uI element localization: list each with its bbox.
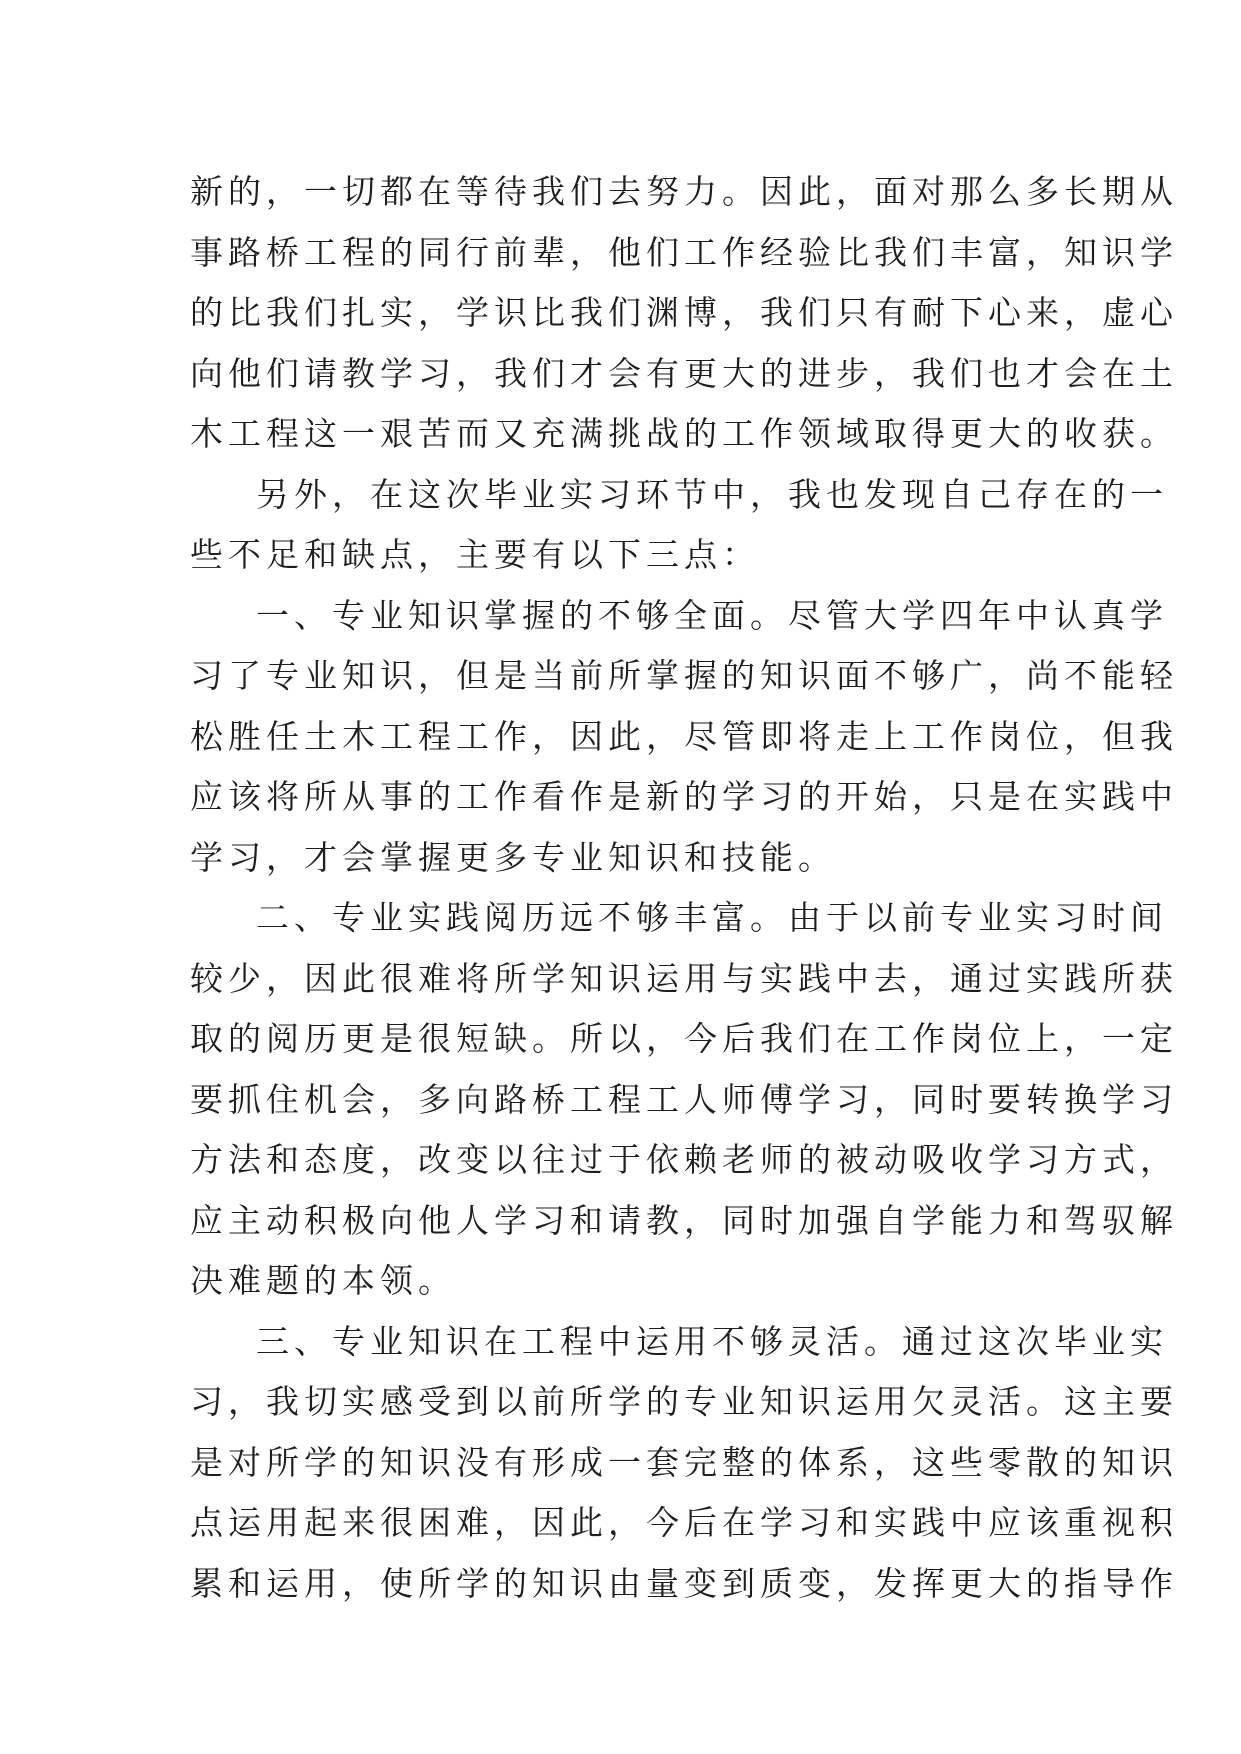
text-line: 较少，因此很难将所学知识运用与实践中去，通过实践所获 — [190, 958, 1178, 998]
text-line: 事路桥工程的同行前辈，他们工作经验比我们丰富，知识学 — [190, 232, 1178, 272]
text-line: 累和运用，使所学的知识由量变到质变，发挥更大的指导作 — [190, 1563, 1178, 1603]
text-line: 决难题的本领。 — [190, 1261, 456, 1300]
text-line: 习，我切实感受到以前所学的专业知识运用欠灵活。这主要 — [190, 1382, 1178, 1421]
text-line: 松胜任土木工程工作，因此，尽管即将走上工作岗位，但我 — [190, 716, 1178, 756]
text-line: 点运用起来很困难，因此，今后在学习和实践中应该重视积 — [190, 1503, 1178, 1542]
text-line: 三、专业知识在工程中运用不够灵活。通过这次毕业实 — [256, 1321, 1168, 1361]
text-line: 一、专业知识掌握的不够全面。尽管大学四年中认真学 — [256, 595, 1168, 635]
text-line: 的比我们扎实，学识比我们渊博，我们只有耐下心来，虚心 — [190, 293, 1178, 332]
text-line: 应该将所从事的工作看作是新的学习的开始，只是在实践中 — [190, 777, 1178, 816]
text-line: 学习，才会掌握更多专业知识和技能。 — [190, 837, 836, 877]
text-line: 方法和态度，改变以往过于依赖老师的被动吸收学习方式， — [190, 1140, 1178, 1179]
body-text — [190, 162, 1178, 1614]
text-line: 另外，在这次毕业实习环节中，我也发现自己存在的一 — [256, 474, 1168, 514]
paragraph-3 — [190, 586, 1178, 889]
text-line: 向他们请教学习，我们才会有更大的进步，我们也才会在土 — [190, 353, 1178, 393]
text-line: 是对所学的知识没有形成一套完整的体系，这些零散的知识 — [190, 1442, 1178, 1482]
text-line: 新的，一切都在等待我们去努力。因此，面对那么多长期从 — [190, 172, 1178, 211]
text-line: 应主动积极向他人学习和请教，同时加强自学能力和驾驭解 — [190, 1200, 1178, 1240]
text-line: 木工程这一艰苦而又充满挑战的工作领域取得更大的收获。 — [190, 414, 1178, 453]
text-line: 些不足和缺点，主要有以下三点： — [190, 535, 760, 574]
paragraph-5 — [190, 1312, 1178, 1615]
paragraph-2 — [190, 465, 1168, 586]
paragraph-4 — [190, 888, 1178, 1312]
text-line: 习了专业知识，但是当前所掌握的知识面不够广，尚不能轻 — [190, 656, 1178, 695]
text-line: 要抓住机会，多向路桥工程工人师傅学习，同时要转换学习 — [190, 1079, 1178, 1119]
text-line: 取的阅历更是很短缺。所以，今后我们在工作岗位上，一定 — [190, 1019, 1178, 1058]
paragraph-1 — [190, 162, 1178, 465]
text-line: 二、专业实践阅历远不够丰富。由于以前专业实习时间 — [256, 898, 1168, 937]
